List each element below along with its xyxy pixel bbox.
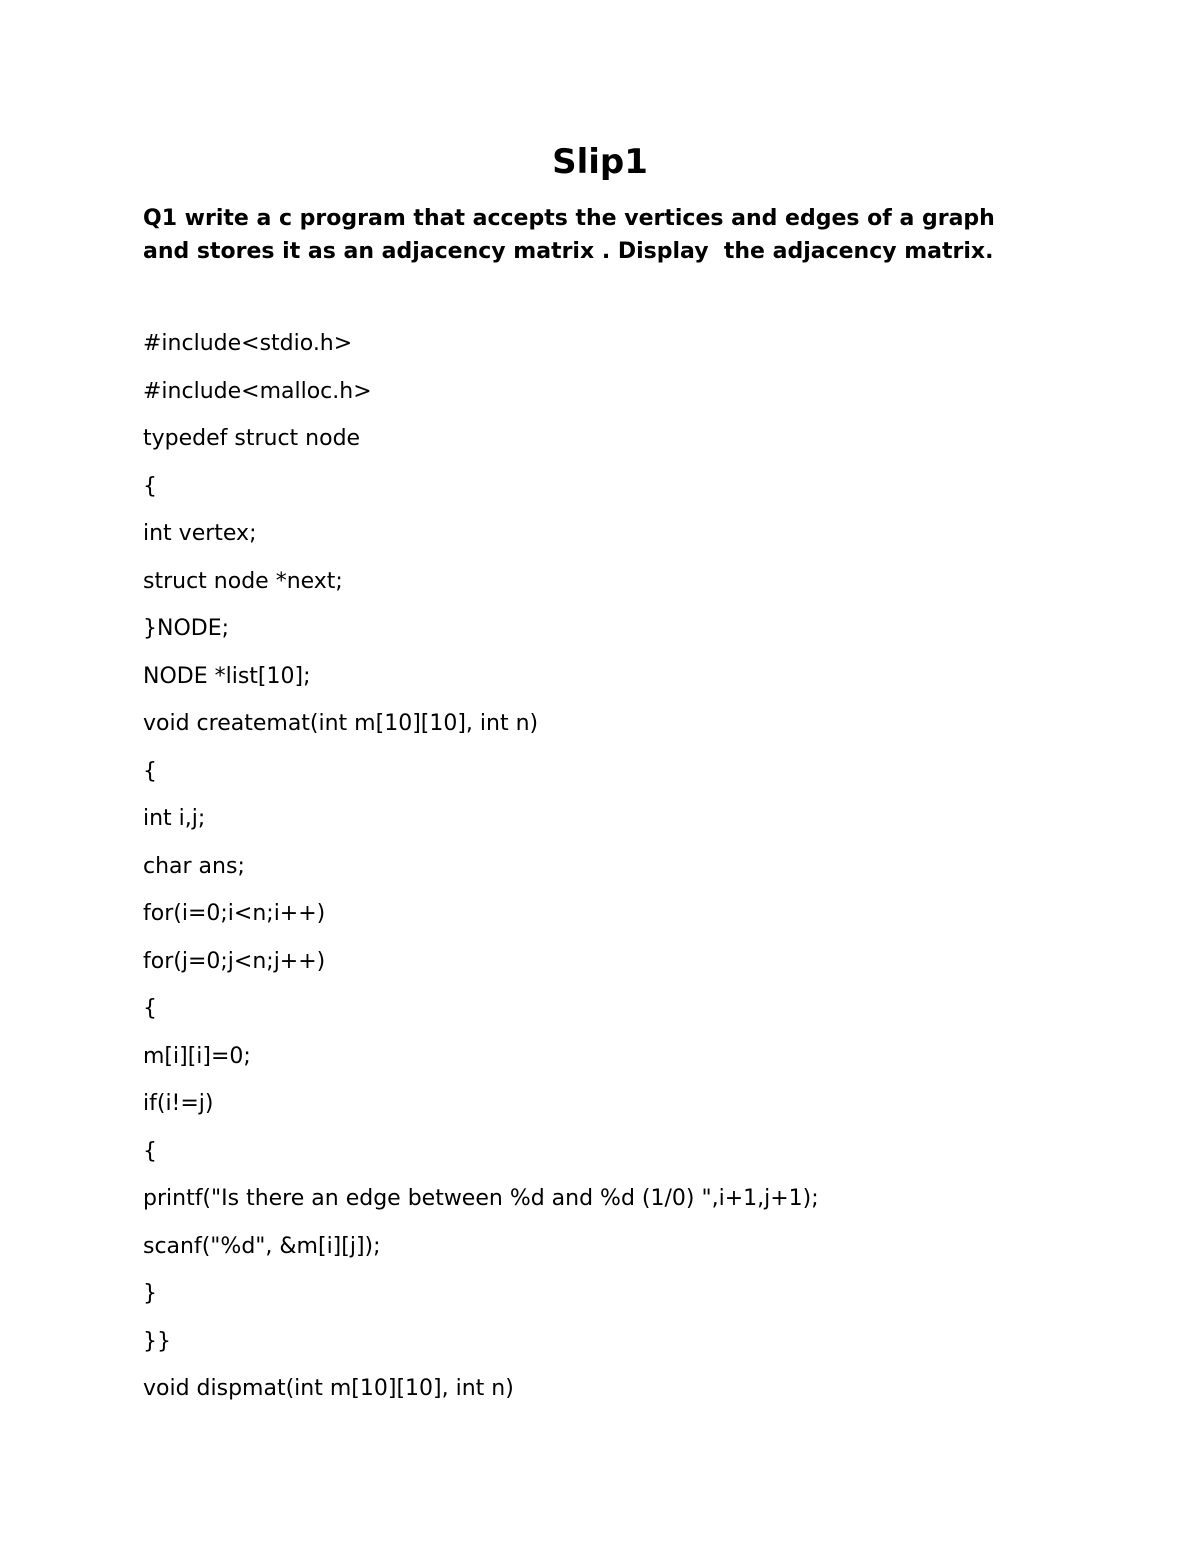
code-line: if(i!=j): [143, 1091, 214, 1116]
code-line: #include<stdio.h>: [143, 331, 353, 356]
code-line: {: [143, 473, 157, 499]
code-line: void createmat(int m[10][10], int n): [143, 711, 539, 736]
question-text: [143, 202, 1073, 268]
code-line: char ans;: [143, 853, 245, 879]
code-line: for(i=0;i<n;i++): [143, 901, 326, 926]
code-line: typedef struct node: [143, 426, 361, 451]
page-title: Slip1: [552, 142, 648, 182]
code-line: #include<malloc.h>: [143, 378, 372, 404]
code-line: {: [143, 1138, 157, 1164]
code-line: }NODE;: [143, 616, 230, 641]
code-line: m[i][i]=0;: [143, 1043, 251, 1069]
code-line: }: [143, 1281, 157, 1306]
code-line: NODE *list[10];: [143, 663, 311, 689]
code-line: struct node *next;: [143, 568, 343, 594]
code-line: printf("Is there an edge between %d and %d (1/0) ",i+1,j+1);: [143, 1186, 819, 1211]
code-line: }}: [143, 1328, 171, 1354]
code-line: int i,j;: [143, 806, 206, 831]
code-line: void dispmat(int m[10][10], int n): [143, 1376, 514, 1401]
question-line: and stores it as an adjacency matrix . Display the adjacency matrix.: [143, 239, 994, 264]
code-listing: [143, 327, 819, 1420]
code-line: for(j=0;j<n;j++): [143, 948, 326, 974]
code-line: scanf("%d", &m[i][j]);: [143, 1233, 381, 1259]
code-line: {: [143, 996, 157, 1021]
code-line: {: [143, 758, 157, 784]
question-line: Q1 write a c program that accepts the vertices and edges of a graph: [143, 206, 995, 231]
code-line: int vertex;: [143, 521, 257, 546]
